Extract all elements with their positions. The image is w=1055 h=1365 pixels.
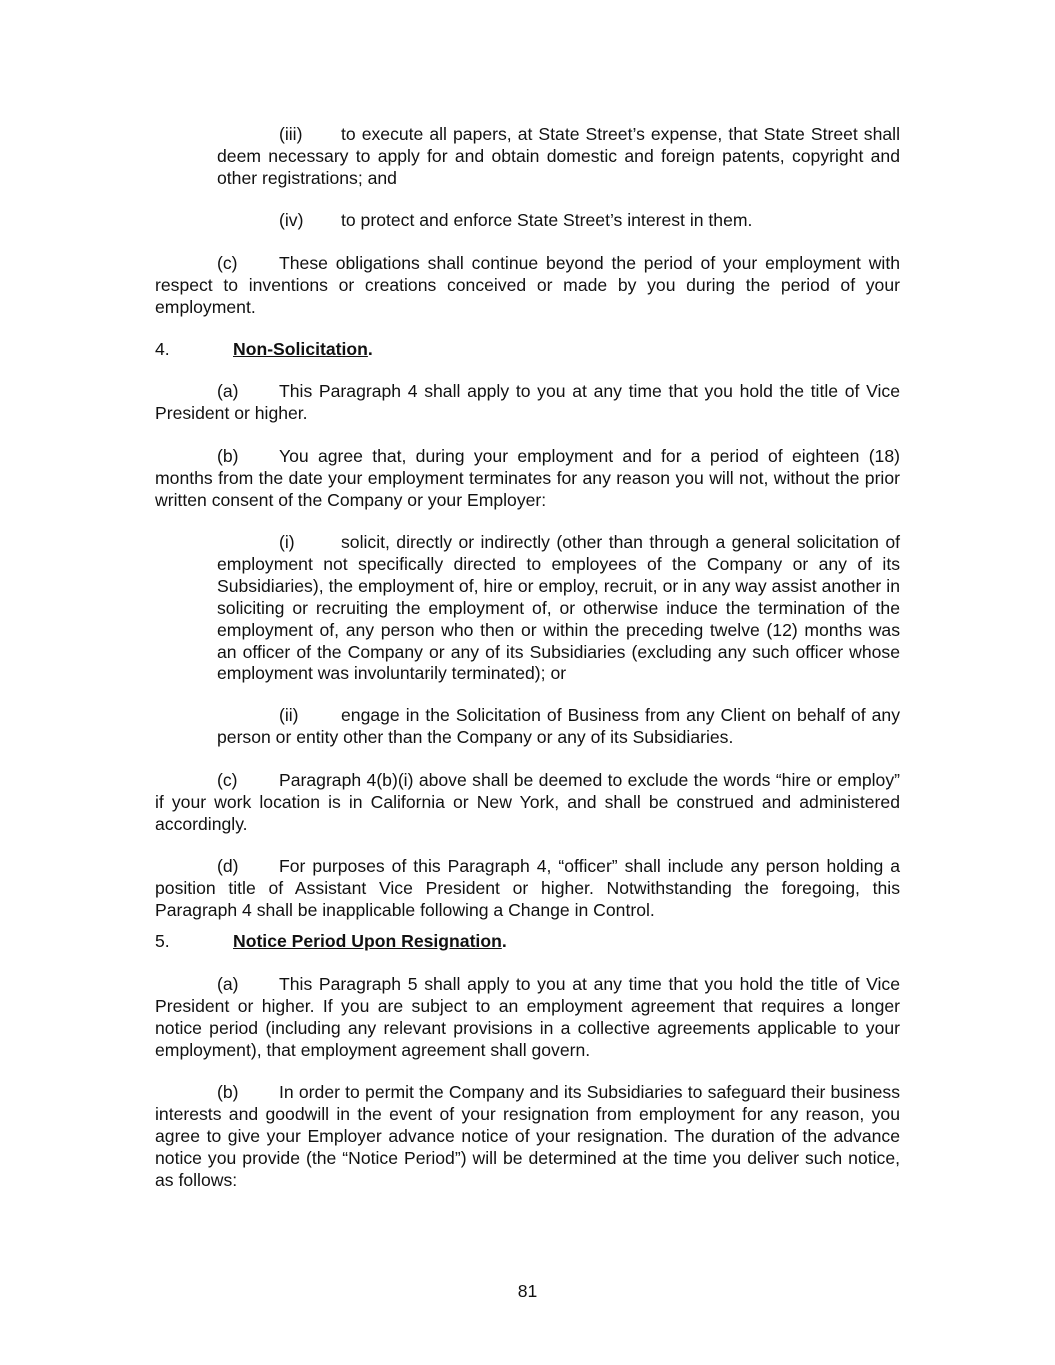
clause-text: to execute all papers, at State Street’s expense, that State Street shall deem necessary to apply for and obtain domestic and foreign patents, copyright and other registrations; and	[217, 124, 900, 188]
clause-3b-iii	[217, 124, 900, 190]
section-5-heading: 5. Notice Period Upon Resignation.	[155, 931, 507, 951]
clause-text: In order to permit the Company and its Subsidiaries to safeguard their business interests and goodwill in the event of your resignation from employment for any reason, you agree to give your Employer advance notice of your resignation. The duration of the advance notice you provide (the “Notice Period”) will be determined at the time you deliver such notice, as follows:	[155, 1082, 900, 1190]
clause-text: engage in the Solicitation of Business from any Client on behalf of any person or entity other than the Company or any of its Subsidiaries.	[217, 705, 900, 747]
clause-label: (a)	[217, 974, 239, 994]
clause-4b	[155, 446, 900, 512]
clause-4c	[155, 770, 900, 836]
section-number: 5.	[155, 931, 170, 951]
clause-4d	[155, 856, 900, 922]
section-title: Non-Solicitation	[233, 339, 368, 359]
clause-text: This Paragraph 4 shall apply to you at any time that you hold the title of Vice President or higher.	[155, 381, 900, 423]
section-4-heading: 4. Non-Solicitation.	[155, 339, 373, 359]
clause-text: For purposes of this Paragraph 4, “officer” shall include any person holding a position title of Assistant Vice President or higher. Notwithstanding the foregoing, this Paragraph 4 shall be inapplicable following a Change in Control.	[155, 856, 900, 920]
clause-text: Paragraph 4(b)(i) above shall be deemed to exclude the words “hire or employ” if your work location is in California or New York, and shall be construed and administered accordingly.	[155, 770, 900, 834]
section-number: 4.	[155, 339, 170, 359]
clause-label: (iii)	[279, 124, 303, 144]
clause-label: (d)	[217, 856, 239, 876]
clause-label: (c)	[217, 770, 238, 790]
clause-label: (iv)	[279, 210, 304, 230]
clause-4a	[155, 381, 900, 425]
clause-text: These obligations shall continue beyond the period of your employment with respect to inventions or creations conceived or made by you during the period of your employment.	[155, 253, 900, 317]
clause-label: (ii)	[279, 705, 299, 725]
section-title: Notice Period Upon Resignation	[233, 931, 502, 951]
clause-4b-i	[217, 532, 900, 685]
clause-label: (b)	[217, 1082, 239, 1102]
clause-text: This Paragraph 5 shall apply to you at any time that you hold the title of Vice President or higher. If you are subject to an employment agreement that requires a longer notice period (including any relevant provisions in a collective agreements applicable to your employment), that employment agreement shall govern.	[155, 974, 900, 1060]
clause-label: (i)	[279, 532, 295, 552]
clause-4b-ii	[217, 705, 900, 749]
clause-label: (a)	[217, 381, 239, 401]
clause-5b	[155, 1082, 900, 1192]
clause-text: solicit, directly or indirectly (other than through a general solicitation of employment not specifically directed to employees of the Company or any of its Subsidiaries), the employment of, hire or employ, recruit, or in any way assist another in soliciting or recruiting the employment of, or otherwise induce the termination of the employment of, any person who then or within the preceding twelve (12) months was an officer of the Company or any of its Subsidiaries (excluding any such officer whose employment was involuntarily terminated); or	[217, 532, 900, 684]
clause-3c	[155, 253, 900, 319]
clause-text: You agree that, during your employment and for a period of eighteen (18) months from the date your employment terminates for any reason you will not, without the prior written consent of the Company or your Employer:	[155, 446, 900, 510]
clause-5a	[155, 974, 900, 1062]
clause-label: (b)	[217, 446, 239, 466]
clause-text: to protect and enforce State Street’s interest in them.	[341, 210, 753, 230]
page-number: 81	[517, 1281, 538, 1301]
clause-3b-iv	[217, 210, 900, 232]
clause-label: (c)	[217, 253, 238, 273]
